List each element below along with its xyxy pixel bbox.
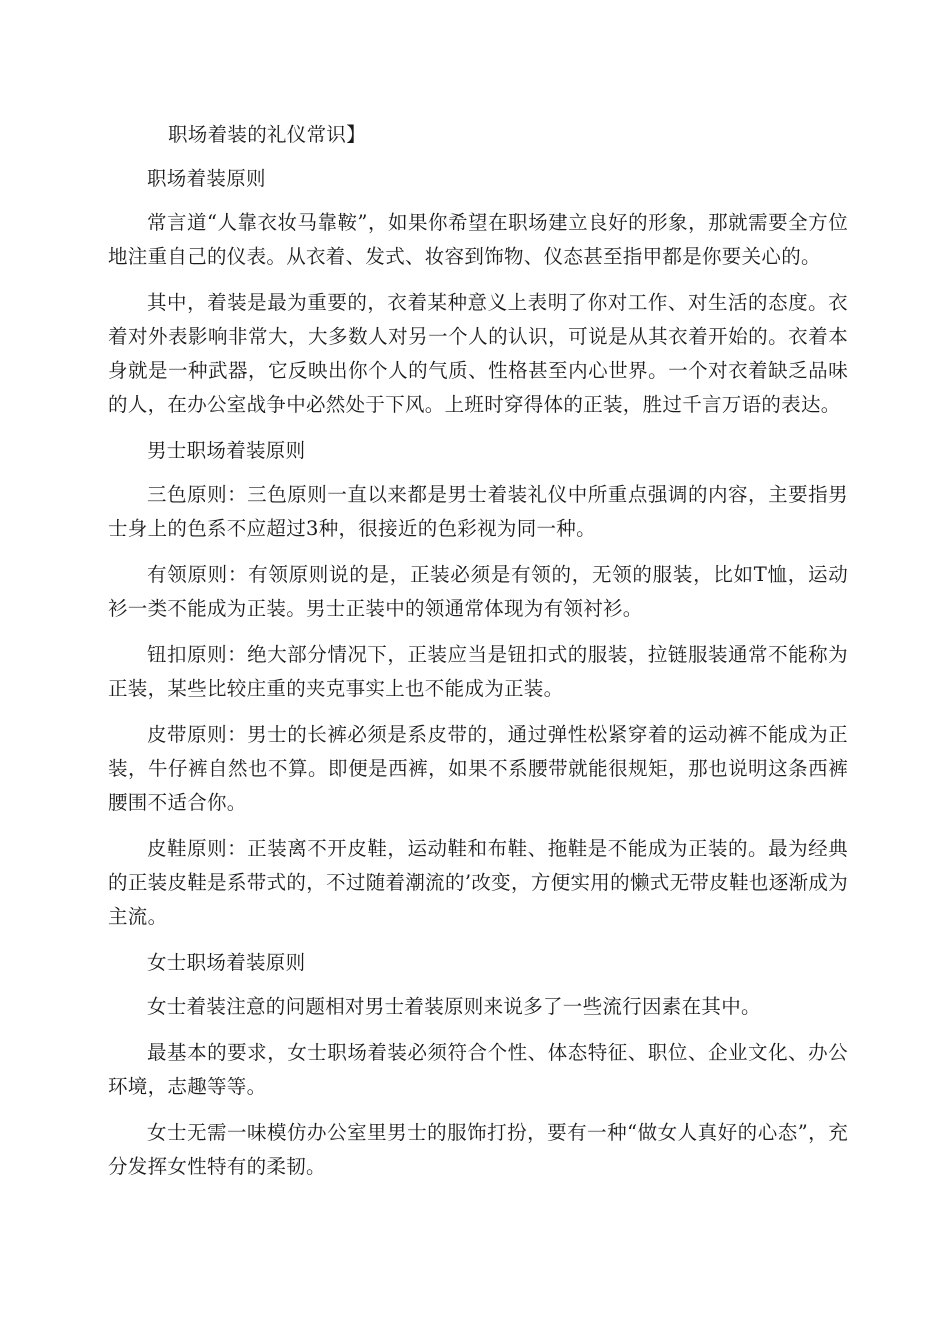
paragraph-women-attitude: 女士无需一味模仿办公室里男士的服饰打扮，要有一种“做女人真好的心态”，充分发挥女性特有的柔韧。 xyxy=(108,1121,848,1178)
paragraph-women-intro: 女士着装注意的问题相对男士着装原则来说多了一些流行因素在其中。 xyxy=(147,995,761,1018)
paragraph-intro: 常言道“人靠衣妆马靠鞍”，如果你希望在职场建立良好的形象，那就需要全方位地注重自己的仪表。从衣着、发式、妆容到饰物、仪态甚至指甲都是你要关心的。 xyxy=(108,211,848,268)
paragraph-shoes: 皮鞋原则：正装离不开皮鞋，运动鞋和布鞋、拖鞋是不能成为正装的。最为经典的正装皮鞋是系带式的，不过随着潮流的’改变，方便实用的懒式无带皮鞋也逐渐成为主流。 xyxy=(108,837,848,928)
paragraph-three-colors: 三色原则：三色原则一直以来都是男士着装礼仪中所重点强调的内容，主要指男士身上的色系不应超过3种，很接近的色彩视为同一种。 xyxy=(108,483,848,540)
paragraph-buttons: 钮扣原则：绝大部分情况下，正装应当是钮扣式的服装，拉链服装通常不能称为正装，某些比较庄重的夹克事实上也不能成为正装。 xyxy=(108,643,848,700)
section-heading-women: 女士职场着装原则 xyxy=(147,951,306,974)
paragraph-belt: 皮带原则：男士的长裤必须是系皮带的，通过弹性松紧穿着的运动裤不能成为正装，牛仔裤自然也不算。即便是西裤，如果不系腰带就能很规矩，那也说明这条西裤腰围不适合你。 xyxy=(108,723,848,814)
paragraph-importance: 其中，着装是最为重要的，衣着某种意义上表明了你对工作、对生活的态度。衣着对外表影响非常大，大多数人对另一个人的认识，可说是从其衣着开始的。衣着本身就是一种武器，它反映出你个人的气质、性格甚至内心世界。一个对衣着缺乏品味的人，在办公室战争中必然处于下风。上班时穿得体的正装，胜过千言万语的表达。 xyxy=(108,291,848,416)
paragraph-collar: 有领原则：有领原则说的是，正装必须是有领的，无领的服装，比如T恤，运动衫一类不能成为正装。男士正装中的领通常体现为有领衬衫。 xyxy=(108,563,848,620)
section-heading-men: 男士职场着装原则 xyxy=(147,439,306,462)
document-title: 职场着装的礼仪常识】 xyxy=(168,123,367,146)
paragraph-women-basic: 最基本的要求，女士职场着装必须符合个性、体态特征、职位、企业文化、办公环境，志趣等等。 xyxy=(108,1041,848,1098)
section-heading-general: 职场着装原则 xyxy=(147,167,266,190)
document-page xyxy=(108,118,848,1196)
